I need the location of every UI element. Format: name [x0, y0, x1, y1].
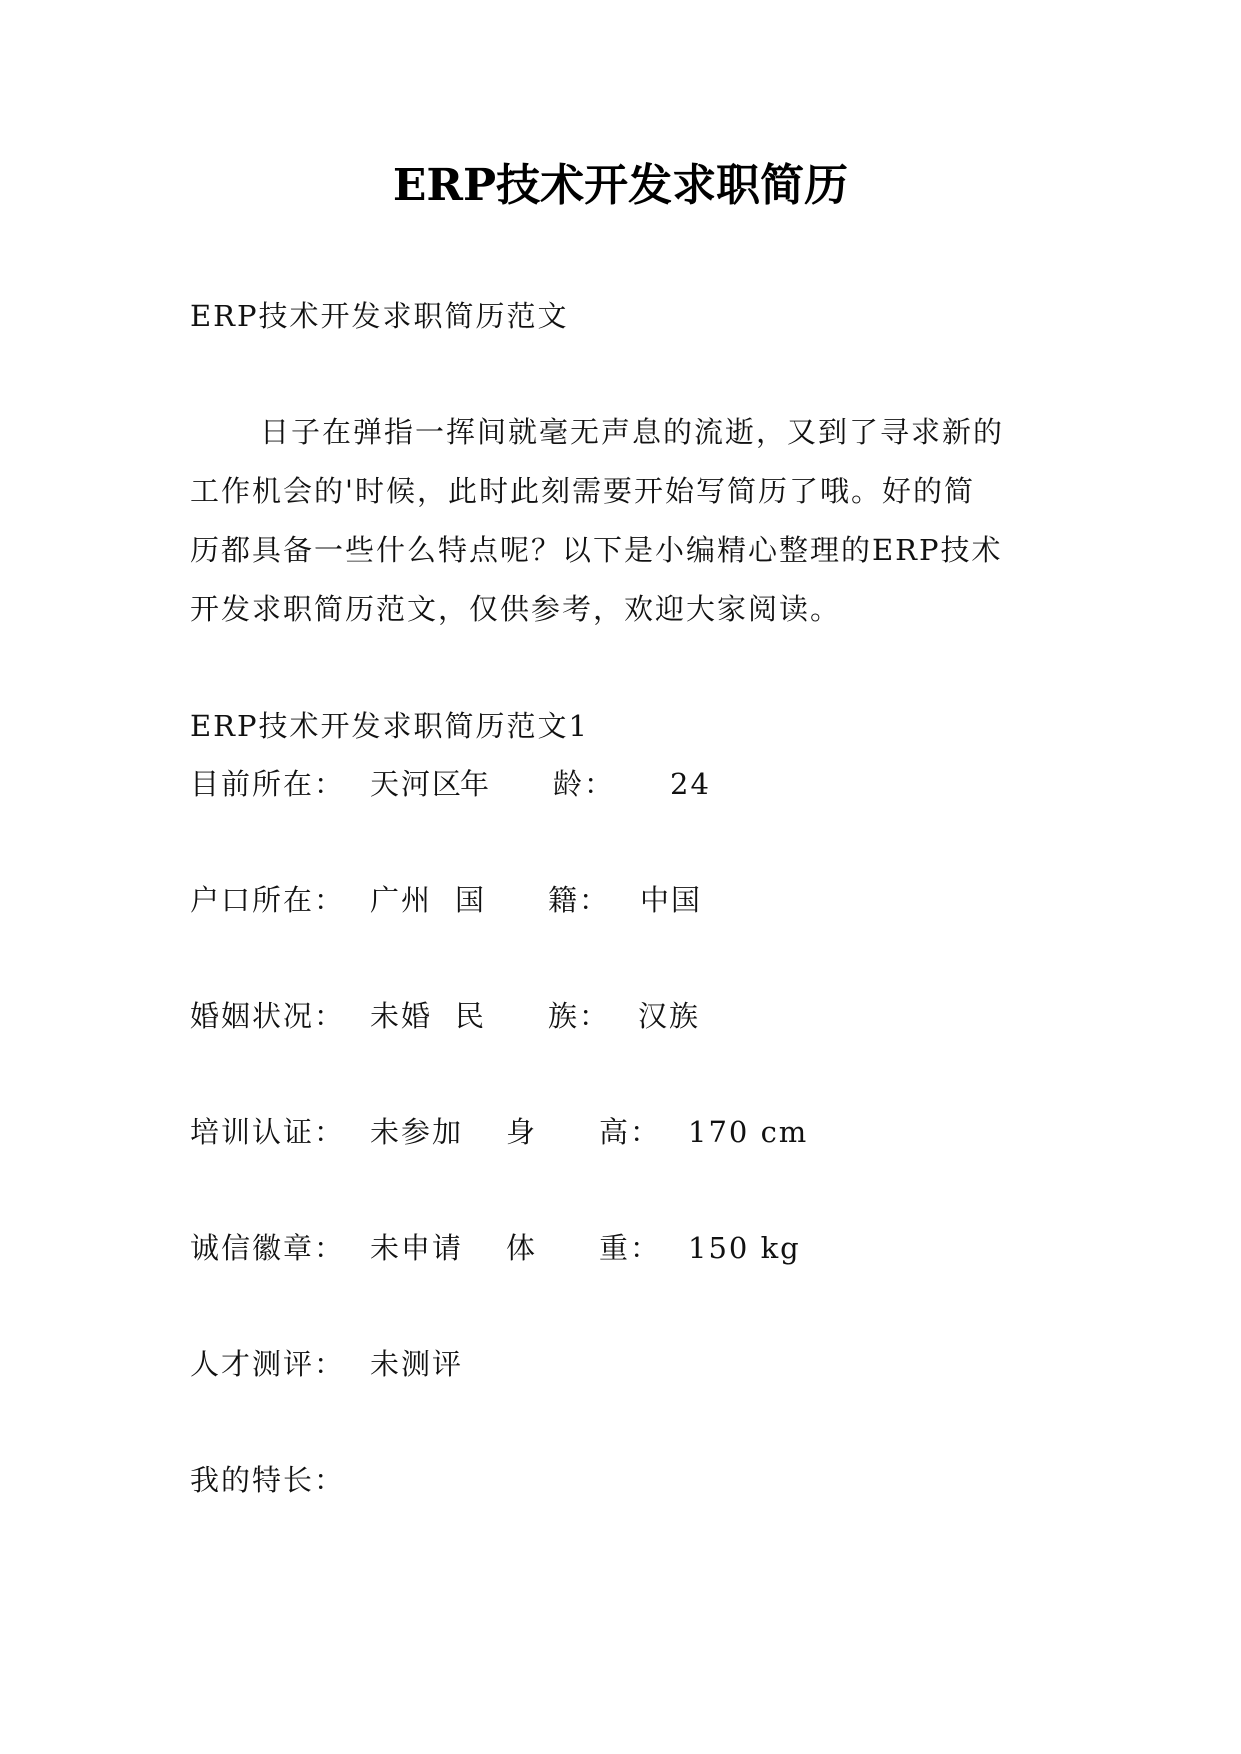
info-label-secondary: 国 籍：: [455, 883, 611, 917]
info-label: 婚姻状况：: [190, 999, 346, 1033]
intro-line: 工作机会的'时候，此时此刻需要开始写简历了哦。好的简: [190, 474, 975, 508]
section-heading: ERP技术开发求职简历范文1: [190, 709, 589, 743]
info-label-secondary: 体 重：: [506, 1231, 662, 1265]
info-value-secondary: 中国: [640, 883, 703, 917]
info-value: 未婚: [370, 999, 433, 1033]
info-value: 未测评: [370, 1347, 464, 1381]
info-label: 我的特长：: [190, 1463, 346, 1497]
info-value-secondary: 汉族: [638, 999, 701, 1033]
info-label: 目前所在：: [190, 767, 346, 801]
info-label: 培训认证：: [190, 1115, 346, 1149]
info-value: 未申请: [370, 1231, 464, 1265]
intro-line: 日子在弹指一挥间就毫无声息的流逝，又到了寻求新的: [260, 415, 1005, 449]
intro-paragraph: [190, 412, 1060, 648]
info-label-secondary: 身 高：: [506, 1115, 662, 1149]
info-value: 未参加: [370, 1115, 464, 1149]
info-label: 诚信徽章：: [190, 1231, 346, 1265]
info-value-secondary: 150 kg: [688, 1231, 801, 1265]
info-label: 户口所在：: [190, 883, 346, 917]
info-value: 天河区: [370, 767, 464, 801]
info-value-secondary: 24: [670, 767, 711, 801]
info-label-secondary: 年 龄：: [460, 767, 616, 801]
info-label-secondary: 民 族：: [455, 999, 611, 1033]
intro-line: 开发求职简历范文，仅供参考，欢迎大家阅读。: [190, 592, 842, 626]
intro-line: 历都具备一些什么特点呢？以下是小编精心整理的ERP技术: [190, 533, 1003, 567]
info-value: 广州: [370, 883, 433, 917]
info-label: 人才测评：: [190, 1347, 346, 1381]
document-subtitle: ERP技术开发求职简历范文: [190, 299, 569, 333]
info-value-secondary: 170 cm: [688, 1115, 809, 1149]
document-title: ERP技术开发求职简历: [392, 160, 849, 211]
